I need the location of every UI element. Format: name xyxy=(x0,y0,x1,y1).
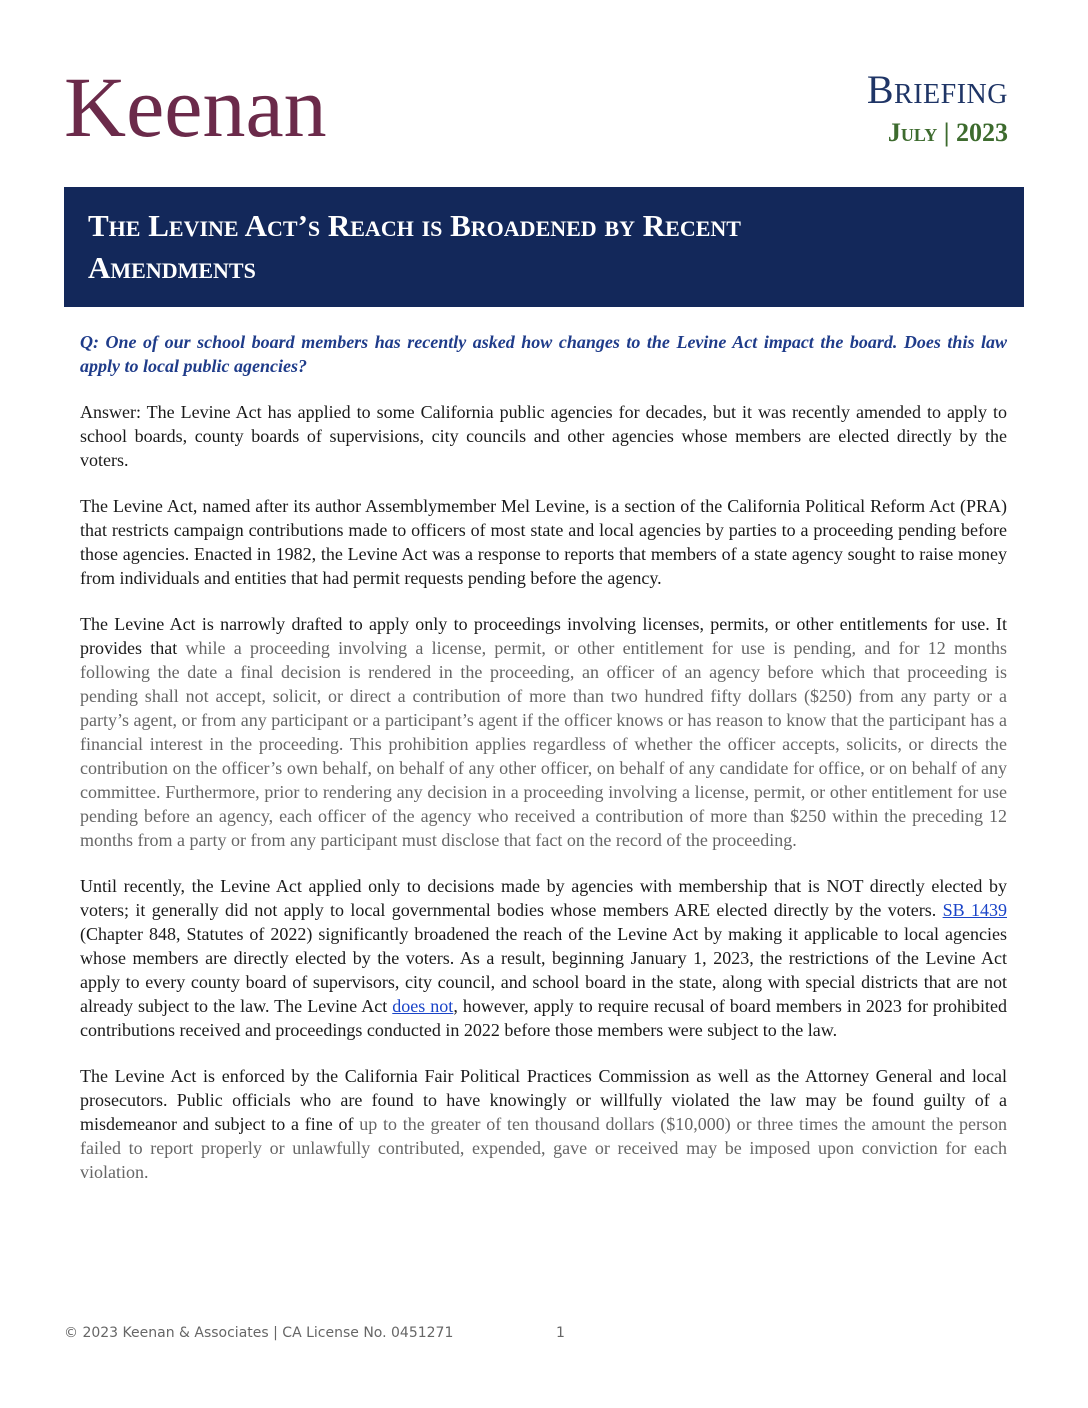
scope-quoted-statute: while a proceeding involving a license, permit, or other entitlement for use is pending, and for 12 months following the date a final decision is rendered in the proceeding, an officer of an agency before which that proceeding is pending shall not accept, solicit, or direct a contribution of more than two hundred fifty dollars ($250) from any party or a party’s agent, or from any participant or a participant’s agent if the officer knows or has reason to know that the participant has a financial interest in the proceeding. This prohibition applies regardless of whether the officer accepts, solicits, or directs the contribution on the officer’s own behalf, on behalf of any other officer, on behalf of any candidate for office, or on behalf of any committee. Furthermore, prior to rendering any decision in a proceeding involving a license, permit, or other entitlement for use pending before an agency, each officer of the agency who received a contribution of more than $250 within the preceding 12 months from a party or from any participant must disclose that fact on the record of the proceeding. xyxy=(80,638,1008,850)
page-number: 1 xyxy=(556,1325,565,1341)
page-title-line1: The Levine Act’s Reach is Broadened by Recent xyxy=(88,208,741,243)
enforcement-intro: The Levine Act is enforced by the California Fair Political Practices Commission as well as the Attorney General and local prosecutors. Public officials who are found to have knowingly or willfully violated the law may be found guilty of a misdemeanor and subject to a fine of xyxy=(80,1066,1007,1134)
briefing-header xyxy=(866,67,1008,147)
scope-paragraph xyxy=(80,612,1007,852)
page-title-line2: Amendments xyxy=(88,250,256,285)
briefing-label: Briefing xyxy=(866,67,1008,112)
briefing-date: July | 2023 xyxy=(887,118,1008,147)
history-paragraph: The Levine Act, named after its author Assemblymember Mel Levine, is a section of the California Political Reform Act (PRA) that restricts campaign contributions made to officers of most state and local agencies by parties to a proceeding pending before those agencies. Enacted in 1982, the Levine Act was a response to reports that members of a state agency sought to raise money from individuals and entities that had permit requests pending before the agency. xyxy=(80,496,1007,588)
question-text: Q: One of our school board members has recently asked how changes to the Levine Act impact the board. Does this law apply to local public agencies? xyxy=(80,332,1007,376)
enforcement-paragraph xyxy=(80,1064,1007,1184)
sb-1439-link[interactable]: SB 1439 xyxy=(942,900,1007,920)
amendment-part2: (Chapter 848, Statutes of 2022) significantly broadened the reach of the Levine Act by making it applicable to local agencies whose members are directly elected by the voters. As a result, beginning January 1, 2023, the restrictions of the Levine Act apply to every county board of supervisors, city council, and school board in the state, along with special districts that are not already subject to the law. The Levine Act xyxy=(80,924,1007,1016)
amendment-part3: , however, apply to require recusal of board members in 2023 for prohibited contributions received and proceedings conducted in 2022 before those members were subject to the law. xyxy=(80,996,1007,1040)
answer-paragraph: Answer: The Levine Act has applied to some California public agencies for decades, but it was recently amended to apply to school boards, county boards of supervisions, city councils and other agencies whose members are elected directly by the voters. xyxy=(80,402,1007,470)
footer-copyright: © 2023 Keenan & Associates | CA License No. 0451271 xyxy=(64,1325,454,1341)
amendment-part1: Until recently, the Levine Act applied only to decisions made by agencies with membership that is NOT directly elected by voters; it generally did not apply to local governmental bodies whose members ARE elected directly by the voters. xyxy=(80,876,1007,920)
title-banner xyxy=(64,187,1024,307)
enforcement-quoted-penalty: up to the greater of ten thousand dollars ($10,000) or three times the amount the person failed to report properly or unlawfully contributed, expended, gave or received may be imposed upon conviction for each violation. xyxy=(80,1114,1007,1182)
does-not-link[interactable]: does not xyxy=(392,996,454,1016)
article-body xyxy=(80,330,1007,1206)
page-title xyxy=(88,205,1000,289)
scope-intro: The Levine Act is narrowly drafted to apply only to proceedings involving licenses, permits, or other entitlements for use. It provides that xyxy=(80,614,1007,658)
amendment-paragraph xyxy=(80,874,1007,1042)
keenan-logo: Keenan xyxy=(64,59,327,155)
